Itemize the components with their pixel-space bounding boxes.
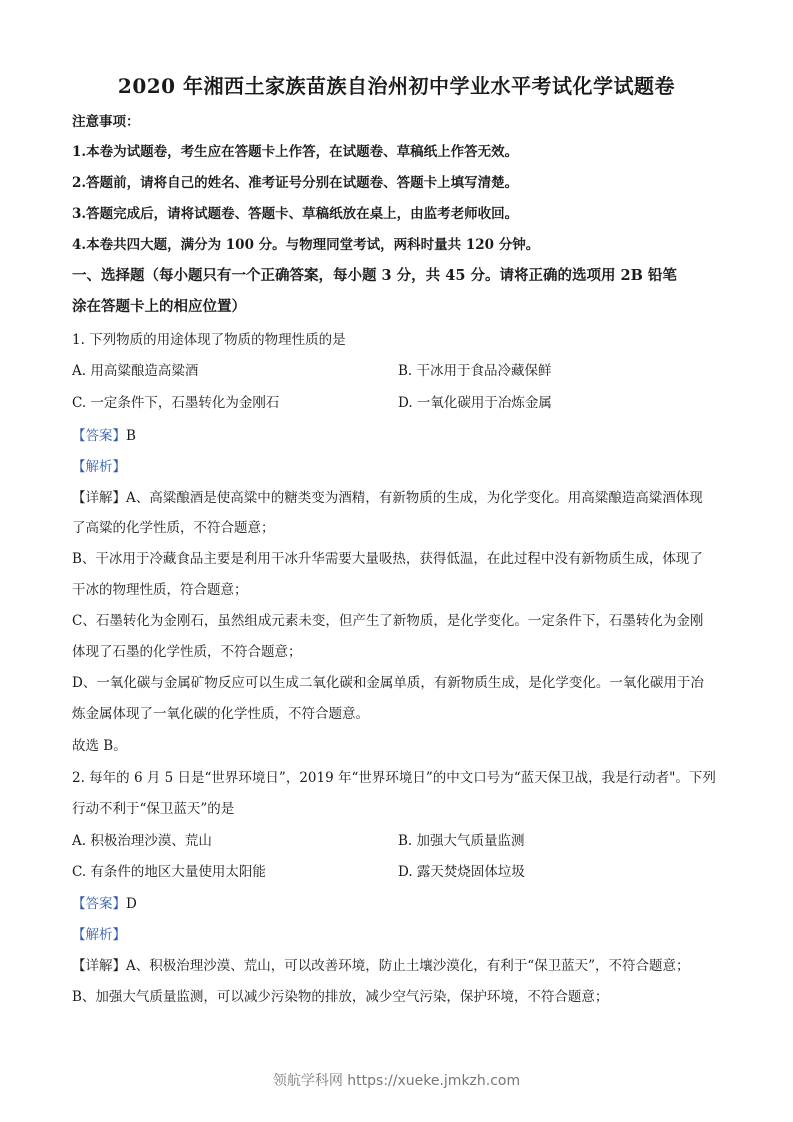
q2-stem: 2. 每年的 6 月 5 日是“世界环境日”，2019 年“世界环境日”的中文口号为“蓝天保卫战，我是行动者"。下列 [72, 770, 716, 786]
q1-detail-line: C、石墨转化为金刚石，虽然组成元素未变，但产生了新物质，是化学变化。一定条件下，石墨转化为金刚 [72, 613, 704, 629]
q2-answer [72, 892, 732, 912]
q2-option-c: C. 有条件的地区大量使用太阳能 [72, 864, 266, 880]
q2-detail-line: B、加强大气质量监测，可以减少污染物的排放，减少空气污染，保护环境，不符合题意； [72, 989, 609, 1005]
answer-value: D [126, 896, 137, 912]
q1-option-d: D. 一氧化碳用于冶炼金属 [398, 395, 552, 411]
q2-analysis-tag: 【解析】 [72, 927, 126, 943]
q1-detail-line: 干冰的物理性质，符合题意； [72, 582, 248, 598]
notice-item-2: 2.答题前，请将自己的姓名、准考证号分别在试题卷、答题卡上填写清楚。 [72, 175, 519, 191]
q2-option-b: B. 加强大气质量监测 [398, 833, 525, 849]
page-title: 2020 年湘西土家族苗族自治州初中学业水平考试化学试题卷 [117, 74, 676, 98]
notice-item-4: 4.本卷共四大题，满分为 100 分。与物理同堂考试，两科时量共 120 分钟。 [72, 237, 540, 253]
q2-option-a: A. 积极治理沙漠、荒山 [72, 833, 212, 849]
section-heading: 一、选择题（每小题只有一个正确答案，每小题 3 分，共 45 分。请将正确的选项用 2B 铅笔 [72, 267, 677, 284]
q1-detail-line: B、干冰用于冷藏食品主要是利用干冰升华需要大量吸热，获得低温，在此过程中没有新物质生成，体现了 [72, 551, 703, 567]
q1-detail-line: 炼金属体现了一氧化碳的化学性质，不符合题意。 [72, 706, 369, 722]
q1-detail-line: D、一氧化碳与金属矿物反应可以生成二氧化碳和金属单质，有新物质生成，是化学变化。一氧化碳用于冶 [72, 675, 704, 691]
notice-heading: 注意事项： [72, 114, 140, 130]
q1-stem: 1. 下列物质的用途体现了物质的物理性质的是 [72, 332, 346, 348]
notice-item-3: 3.答题完成后，请将试题卷、答题卡、草稿纸放在桌上，由监考老师收回。 [72, 206, 519, 222]
q1-detail-line: 了高粱的化学性质，不符合题意； [72, 520, 275, 536]
q1-option-a: A. 用高粱酿造高粱酒 [72, 363, 199, 379]
q1-analysis-tag: 【解析】 [72, 459, 126, 475]
answer-tag: 【答案】 [72, 428, 126, 444]
q2-stem-cont: 行动不利于“保卫蓝天”的是 [72, 801, 235, 817]
q1-conclusion: 故选 B。 [72, 738, 127, 754]
q1-option-b: B. 干冰用于食品冷藏保鲜 [398, 363, 552, 379]
answer-tag: 【答案】 [72, 896, 126, 912]
answer-value: B [126, 428, 136, 444]
notice-item-1: 1.本卷为试题卷，考生应在答题卡上作答，在试题卷、草稿纸上作答无效。 [72, 144, 519, 160]
q1-detail-line: 【详解】A、高粱酿酒是使高粱中的糖类变为酒精，有新物质的生成，为化学变化。用高粱酿造高粱酒体现 [72, 490, 703, 506]
q2-option-d: D. 露天焚烧固体垃圾 [398, 864, 525, 880]
q1-answer [72, 424, 732, 444]
footer-watermark: 领航学科网 https://xueke.jmkzh.com [272, 1073, 521, 1089]
section-heading-cont: 涂在答题卡上的相应位置） [72, 298, 246, 315]
q2-detail-line: 【详解】A、积极治理沙漠、荒山，可以改善环境，防止土壤沙漠化，有利于“保卫蓝天”，不符合题意； [72, 958, 690, 974]
q1-option-c: C. 一定条件下，石墨转化为金刚石 [72, 395, 280, 411]
q1-detail-line: 体现了石墨的化学性质，不符合题意； [72, 644, 302, 660]
